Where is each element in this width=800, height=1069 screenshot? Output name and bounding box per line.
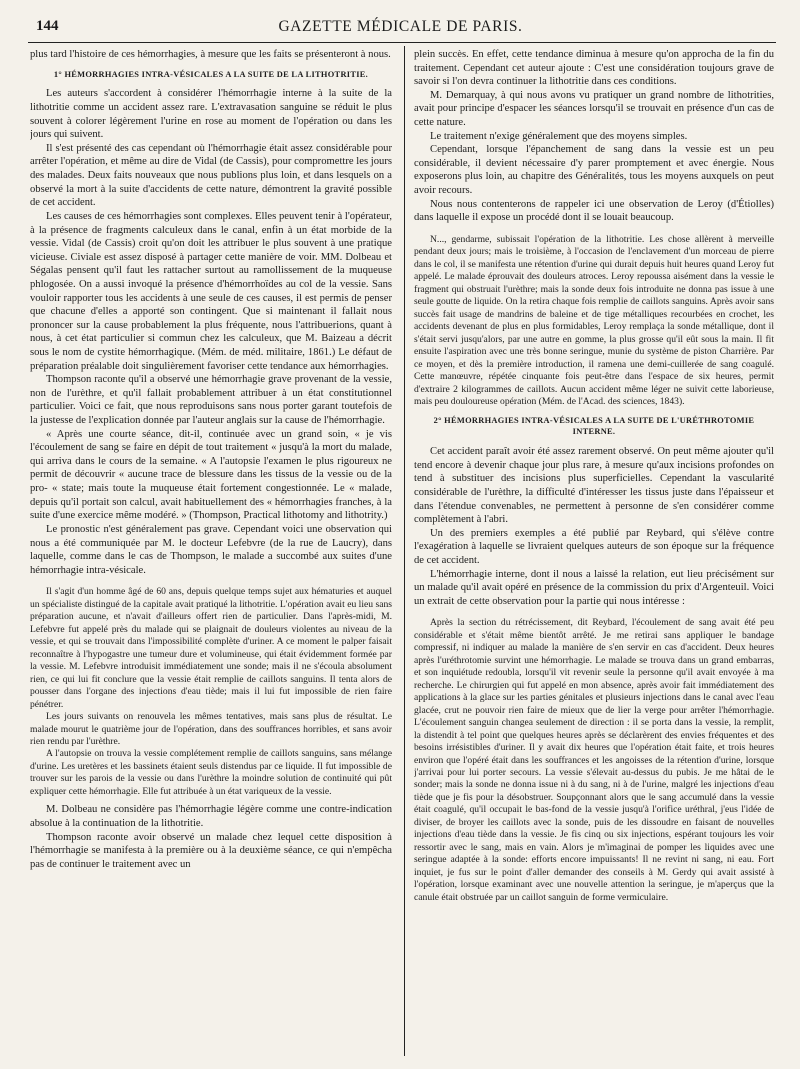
section-heading-urethrotomie: 2° HÉMORRHAGIES INTRA-VÉSICALES A LA SUITE DE L'URÉTHROTOMIE INTERNE. bbox=[433, 416, 755, 437]
observation-text: Après la section du rétrécissement, dit Reybard, l'écoulement de sang avait été peu considérable et s'était même bientôt arrêté. Je me retirai sans appliquer le bandage compressif, ni indiquer au malade la manière de s'en servir en cas d'accident. Deux heures après l'uréthrotomie survint une hémorrhagie. Le malade se trouva dans un grand embarras, et son inquiétude redoubla, lorsqu'il vit revenir seule la personne qu'il avait envoyée à ma recherche. Le chirurgien qui fut appelé en mon absence, après avoir fait immédiatement des applications à la glace sur les parties génitales et plusieurs injections dans le canal avec l'eau glacée, crut ne pouvoir rien faire de mieux que de lier la verge pour arrêter l'hémorrhagie. L'écoulement sanguin changea seulement de direction : il se porta dans la vessie, la remplit, la distendit à tel point que quelques heures après se déclarèrent des envies fréquentes et des besoins irrésistibles d'uriner. Il y avait dix heures que l'opération était faite, et trois heures environ que l'opéré était dans les souffrances et les angoisses de la rétention d'urine, lorsque j'arrivai pour lui porter secours. La vessie s'élevait au-dessus du pubis. Je me hâtai de le sonder; mais la sonde ne donna issue ni à du sang, ni à de l'urine, malgré les injections d'eau tiède que je fis pour la désobstruer. Soupçonnant alors que le sang accumulé dans la vessie était coagulé, qu'il occupait le bas-fond de la vessie jusqu'à l'orifice uréthral, j'eus l'idée de diviser, de broyer les caillots avec la sonde, puis de les dissoudre en faisant de nouvelles injections d'eau tiède dans la vessie. Je fis cinq ou six injections, espérant toujours les voir ressortir avec le sang, mais en vain. Alors je m'imaginai de pomper les liquides avec une seringue adaptée à la sonde: efforts encore impuissants! Il ne revint ni sang, ni eau. Fort inquiet, je fus sur le point d'aller demander des conseils à M. Gerdy qui avait assisté à l'opération, lorsque examinant avec une nouvelle attention la seringue, je m'aperçus que la canule était obstruée par un caillot sanguin de forme vermiculaire. bbox=[414, 617, 774, 903]
observation-text: Les jours suivants on renouvela les mêmes tentatives, mais sans plus de résultat. Le malade mourut le quatrième jour de l'opération, dans des souffrances horribles, et sans avoir rien rendu par l'urèthre. bbox=[30, 711, 392, 747]
paragraph: M. Dolbeau ne considère pas l'hémorrhagie légère comme une contre-indication absolue à la continuation de la lithotritie. bbox=[30, 804, 392, 829]
paragraph: plein succès. En effet, cette tendance diminua à mesure qu'on approcha de la fin du traitement. Cependant cet auteur ajoute : C'est une considération toujours grave de savoir si l'on devra continuer la lithotritie dans ces conditions. bbox=[414, 49, 774, 88]
right-column bbox=[414, 48, 774, 1058]
paragraph: plus tard l'histoire de ces hémorrhagies, à mesure que les faits se présenteront à nous. bbox=[30, 49, 391, 60]
observation-text: A l'autopsie on trouva la vessie complétement remplie de caillots sanguins, sans mélange d'urine. Les uretères et les bassinets étaient seuls distendus par ce liquide. Il fut impossible de trouver sur les parois de la vessie ou dans l'urèthre la moindre solution de continuité qui pût expliquer cette hémorrhagie. Elle fut attribuée à un état variqueux de la vessie. bbox=[30, 748, 392, 797]
paragraph: Cet accident paraît avoir été assez rarement observé. On peut même ajouter qu'il tend encore à devenir chaque jour plus rare, à mesure qu'aux incisions profondes on tend à substituer des incisions plus superficielles. Cependant la vascularité considérable de l'urèthre, la difficulté d'intéresser les tissus juste dans l'épaisseur et dans l'étendue convenables, ne permettent à personne de s'en considérer comme complètement à l'abri. bbox=[414, 446, 774, 526]
paragraph: L'hémorrhagie interne, dont il nous a laissé la relation, eut lieu précisément sur un malade qu'il avait opéré en présence de la commission du prix d'Argenteuil. Voici un extrait de cette observation pour la partie qui nous intéresse : bbox=[414, 568, 774, 607]
page-header bbox=[28, 12, 773, 38]
column-divider bbox=[404, 46, 405, 1056]
paragraph: Thompson raconte avoir observé un malade chez lequel cette disposition à l'hémorrhagie se manifesta à la première ou à la deuxième séance, ce qui n'empêcha pas de continuer le traitement avec un bbox=[30, 831, 392, 870]
paragraph: Les auteurs s'accordent à considérer l'hémorrhagie interne à la suite de la lithotritie comme un accident assez rare. L'extravasation sanguine se réduit le plus souvent à colorer légèrement l'urine en rose au moment de l'opération ou dans les jours qui suivent. bbox=[30, 88, 392, 141]
paragraph: Cependant, lorsque l'épanchement de sang dans la vessie est un peu considérable, il devient nécessaire d'y parer promptement et avec énergie. Nous exposerons plus loin, au chapitre des Généralités, tous les moyens auxquels on peut avoir recours. bbox=[414, 144, 774, 197]
page-number: 144 bbox=[36, 18, 59, 34]
paragraph: Les causes de ces hémorrhagies sont complexes. Elles peuvent tenir à l'opérateur, à la présence de fragments calculeux dans le canal, enfin à un état morbide de la vessie. Vidal (de Cassis) croit qu'on doit les attribuer le plus souvent à une pratique vicieuse. Civiale est assez disposé à partager cette manière de voir. MM. Dolbeau et Ségalas pensent qu'il faut les rattacher surtout au ramollissement de la muqueuse phlogosée. On a aussi invoqué la présence d'hémorrhoïdes au col de la vessie. Sans vouloir rapporter tous les accidents à une seule de ces causes, il est permis de penser que chacune d'elles a apporté son contingent. Que si maintenant il fallait nous prononcer sur la cause probablement la plus fréquente, nous l'attribuerions, quant à nous, à cet état particulier si commun chez les calculeux, que M. Baizeau a décrit sous le nom de cystite hémorrhagique. (Mém. de méd. militaire, 1861.) Le défaut de préparation préalable doit singulièrement favoriser cette tendance aux hémorrhagies. bbox=[30, 210, 392, 372]
quotation: « Après une courte séance, dit-il, continuée avec un grand soin, « je vis l'écoulement de sang se faire en dépit de tout traitement « jusqu'à la mort du malade, qui arriva dans le cours de la semaine. « A l'autopsie l'examen le plus rigoureux ne permit de découvrir « aucune trace de blessure dans les tissus de la vessie ou de la pro- « state; mais toute la muqueuse était fortement congestionnée. Le « malade, depuis qu'il portait son calcul, avait habituellement des « hémorrhagies franches, à la suite d'une exercice même modéré. » (Thompson, Practical lithotomy and lithotrity.) bbox=[30, 428, 392, 522]
section-heading-lithotritie: 1° HÉMORRHAGIES INTRA-VÉSICALES A LA SUITE DE LA LITHOTRITIE. bbox=[53, 69, 369, 79]
paragraph: Thompson raconte qu'il a observé une hémorrhagie grave provenant de la vessie, non de l'urèthre, et qu'il fallait probablement attribuer à un état constitutionnel particulier. Voici ce fait, que nous reproduisons sans nous porter garant toutefois de la justesse de l'explication donnée par l'auteur anglais sur la cause de l'hémorrhagie. bbox=[30, 374, 392, 427]
paragraph: Nous nous contenterons de rappeler ici une observation de Leroy (d'Étiolles) dans laquelle il expose un procédé dont il se louait beaucoup. bbox=[414, 198, 774, 224]
paragraph: Le pronostic n'est généralement pas grave. Cependant voici une observation qui nous a été communiquée par M. le docteur Lefebvre (de la rue de Laucry), dans laquelle, comme dans le cas de Thompson, le malade a succombé aux suites d'une hémorrhagie intra-vésicale. bbox=[30, 523, 392, 576]
paragraph: M. Demarquay, à qui nous avons vu pratiquer un grand nombre de lithotrities, avait pour principe d'espacer les séances lorsqu'il se trouvait en présence d'un cas de cette nature. bbox=[414, 89, 774, 129]
paragraph: Le traitement n'exige généralement que des moyens simples. bbox=[430, 130, 688, 142]
journal-title: GAZETTE MÉDICALE DE PARIS. bbox=[278, 18, 523, 35]
observation-text: Il s'agit d'un homme âgé de 60 ans, depuis quelque temps sujet aux hématuries et auquel un spécialiste distingué de la capitale avait pratiqué la lithotritie. L'opération avait eu lieu sans préparation aucune, et n'avait d'ailleurs offert rien de particulier. Dans l'après-midi, M. Lefebvre fut appelé près du malade qui se plaignait de douleurs violentes au niveau de la vessie, et qui se trouvait dans l'impossibilité complète d'uriner. A ce moment le palper faisait reconnaître à l'hypogastre une tumeur dure et volumineuse, qui était évidemment formée par la vessie. M. Lefebvre introduisit immédiatement une sonde; mais il ne s'écoula absolument rien, ce qui lui fit conclure que la vessie était remplie de caillots sanguins. Il tenta alors de pousser dans l'organe des injections d'eau tiède; mais il lui fut impossible de rien faire pénétrer. bbox=[30, 586, 392, 710]
left-column bbox=[30, 48, 392, 1058]
paragraph: Il s'est présenté des cas cependant où l'hémorrhagie était assez considérable pour arrêter l'opération, et même au dire de Vidal (de Cassis), pour compromettre les jours des malades. Deux faits nouveaux que nous publions plus loin, et dans lesquels on a observé la mort à la suite d'accidents de cette nature, démontrent la gravité possible de cet accident. bbox=[30, 142, 392, 209]
header-rule bbox=[28, 42, 776, 43]
paragraph: Un des premiers exemples a été publié par Reybard, qui s'élève contre l'exagération à laquelle se livraient quelques auteurs de son époque sur la fréquence de cet accident. bbox=[414, 527, 774, 566]
observation-text: N..., gendarme, subissait l'opération de la lithotritie. Les chose allèrent à merveille pendant deux jours; mais le troisième, à l'occasion de l'enclavement d'un morceau de pierre dans le col, il se manifesta une rétention d'urine qui durait depuis huit heures quand Leroy fut appelé. Le malade éprouvait des douleurs atroces. Leroy repoussa aisément dans la vessie le fragment qui obstruait l'urèthre; mais la sonde deux fois introduite ne donna pas issue à une seule goutte de liquide. On la retira chaque fois remplie de caillots sanguins. Après avoir sans succès fait usage de mandrins de baleine et de tige métalliques recourbées en crochet, les accidents devenant de plus en plus formidables, Leroy remplaça la sonde métallique, dont il s'était servi jusqu'alors, par une autre en gomme, la plus grosse qu'il eût sous la main. Il fit ensuite l'aspiration avec une très bonne seringue, munie du système de piston Charrière. Par ce moyen, et dès la première introduction, il ramena une demi-cuillerée de sang coagulé. Cette manœuvre, répétée cinquante fois peut-être dans l'espace de six heures, permit d'extraire 2 kilogrammes de caillots. Aucun accident même léger ne suivit cette laborieuse, mais peu douloureuse opération (Mém. de l'Acad. des sciences, 1843). bbox=[414, 233, 774, 408]
